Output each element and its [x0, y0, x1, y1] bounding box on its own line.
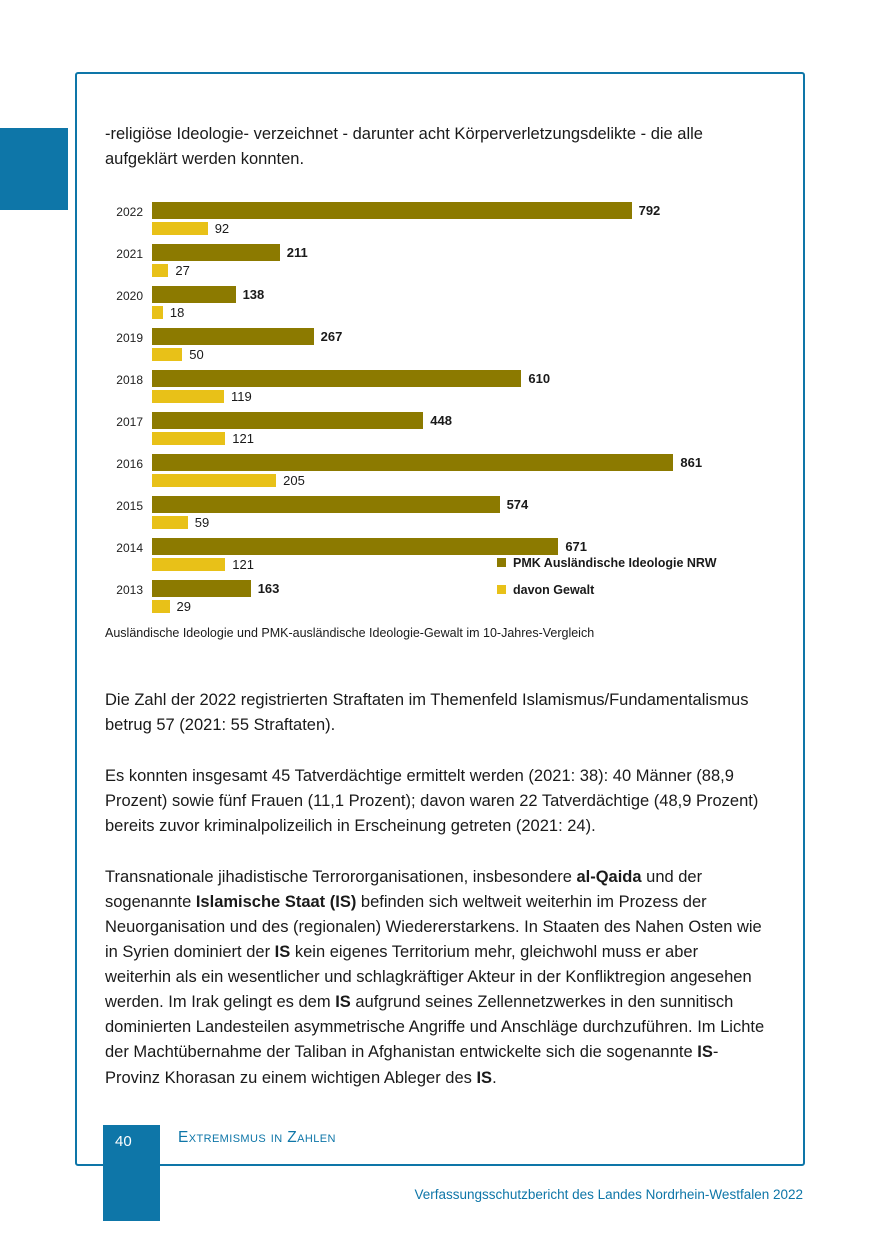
- bar-gewalt: [152, 348, 182, 361]
- bar-value: 121: [232, 430, 254, 446]
- chart-row: [105, 286, 767, 320]
- bar-gewalt: [152, 600, 170, 613]
- footer-section-title: Extremismus in Zahlen: [178, 1129, 336, 1146]
- bar-value: 92: [214, 220, 230, 236]
- bar-value: 119: [231, 388, 252, 404]
- bar-pmk: [152, 202, 632, 219]
- page-number: 40: [115, 1133, 132, 1150]
- bar-value: 205: [283, 472, 305, 488]
- bar-value: 163: [257, 580, 280, 596]
- legend-label: davon Gewalt: [513, 582, 595, 597]
- year-label: 2022: [116, 204, 143, 219]
- legend-item: [497, 583, 717, 597]
- bar-value: 267: [320, 328, 343, 344]
- year-label: 2017: [116, 414, 143, 429]
- year-label: 2019: [116, 330, 143, 345]
- chart-row: [105, 328, 767, 362]
- bar-gewalt: [152, 222, 208, 235]
- bar-pmk: [152, 454, 673, 471]
- paragraph: Es konnten insgesamt 45 Tatverdächtige ermittelt werden (2021: 38): 40 Männer (88,9 Prozent) sowie fünf Frauen (11,1 Prozent); davon waren 22 Tatverdächtige (48,9 Prozent) bereits zuvor kriminalpolizeilich in Erscheinung getreten (2021: 24).: [105, 766, 759, 835]
- bar-pmk: [152, 244, 280, 261]
- chart-caption: Ausländische Ideologie und PMK-ausländische Ideologie-Gewalt im 10-Jahres-Vergleich: [105, 625, 595, 640]
- bar-value: 18: [169, 304, 185, 320]
- bar-value: 448: [430, 412, 452, 428]
- body-paragraphs: [105, 688, 767, 1091]
- bar-pmk: [152, 328, 314, 345]
- bar-value: 671: [565, 538, 588, 554]
- legend-label: PMK Ausländische Ideologie NRW: [513, 555, 717, 570]
- chart-row: [105, 496, 767, 530]
- bar-pmk: [152, 496, 500, 513]
- bar-value: 59: [194, 514, 210, 530]
- bar-gewalt: [152, 474, 276, 487]
- bar-value: 610: [528, 370, 551, 386]
- chart-row: [105, 370, 767, 404]
- year-label: 2020: [116, 288, 143, 303]
- bar-pmk: [152, 538, 558, 555]
- chart-row: [105, 244, 767, 278]
- bar-value: 861: [680, 454, 703, 470]
- chart-rows: [105, 202, 767, 614]
- bar-gewalt: [152, 516, 188, 529]
- bar-pmk: [152, 580, 251, 597]
- legend-swatch: [497, 585, 506, 594]
- paragraph: Transnationale jihadistische Terrororganisationen, insbesondere al-Qaida und der sogenannte Islamische Staat (IS) befinden sich weltweit weiterhin im Prozess der Neuorganisation und des (regionalen) Wiedererstarkens. In Staaten des Nahen Osten wie in Syrien dominiert der IS kein eigenes Territorium mehr, gleichwohl muss er aber weiterhin als ein wesentlicher und schlagkräftiger Akteur in der Konfliktregion angesehen werden. Im Irak gelingt es dem IS aufgrund seines Zellennetzwerkes in den sunnitisch dominierten Landesteilen asymmetrische Angriffe und Anschläge durchzuführen. Im Lichte der Machtübernahme der Taliban in Afghanistan entwickelte sich die sogenannte IS-Provinz Khorasan zu einem wichtigen Ableger des IS.: [105, 867, 765, 1087]
- chart-legend: [497, 556, 717, 610]
- bar-gewalt: [152, 558, 225, 571]
- bar-pmk: [152, 370, 521, 387]
- chart-row: [105, 202, 767, 236]
- year-label: 2014: [116, 540, 143, 555]
- bar-gewalt: [152, 264, 168, 277]
- intro-paragraph: -religiöse Ideologie- verzeichnet - darunter acht Körperverletzungsdelikte - die alle aufgeklärt werden konnten.: [105, 125, 703, 168]
- footer-report-title: Verfassungsschutzbericht des Landes Nordrhein-Westfalen 2022: [414, 1187, 803, 1202]
- bar-value: 29: [176, 598, 192, 614]
- page-number-box: [103, 1125, 160, 1221]
- bar-gewalt: [152, 306, 163, 319]
- bar-chart: [105, 202, 767, 614]
- bar-gewalt: [152, 432, 225, 445]
- year-label: 2018: [116, 372, 143, 387]
- bar-value: 792: [638, 202, 661, 218]
- bar-pmk: [152, 286, 236, 303]
- bar-gewalt: [152, 390, 224, 403]
- paragraph: Die Zahl der 2022 registrierten Straftaten im Themenfeld Islamismus/Fundamentalismus betrug 57 (2021: 55 Straftaten).: [105, 690, 749, 734]
- year-label: 2016: [116, 456, 143, 471]
- bar-value: 211: [286, 244, 308, 260]
- year-label: 2013: [116, 582, 143, 597]
- year-label: 2021: [116, 246, 143, 261]
- bar-value: 50: [189, 346, 204, 362]
- legend-swatch: [497, 558, 506, 567]
- page-frame: [75, 72, 805, 1166]
- bar-pmk: [152, 412, 423, 429]
- chart-row: [105, 454, 767, 488]
- year-label: 2015: [116, 498, 143, 513]
- bar-value: 138: [242, 286, 265, 302]
- bar-value: 574: [506, 496, 529, 512]
- chapter-edge-tab: [0, 128, 68, 210]
- bar-value: 27: [175, 262, 190, 278]
- legend-item: [497, 556, 717, 570]
- bar-value: 121: [232, 556, 254, 572]
- chart-row: [105, 412, 767, 446]
